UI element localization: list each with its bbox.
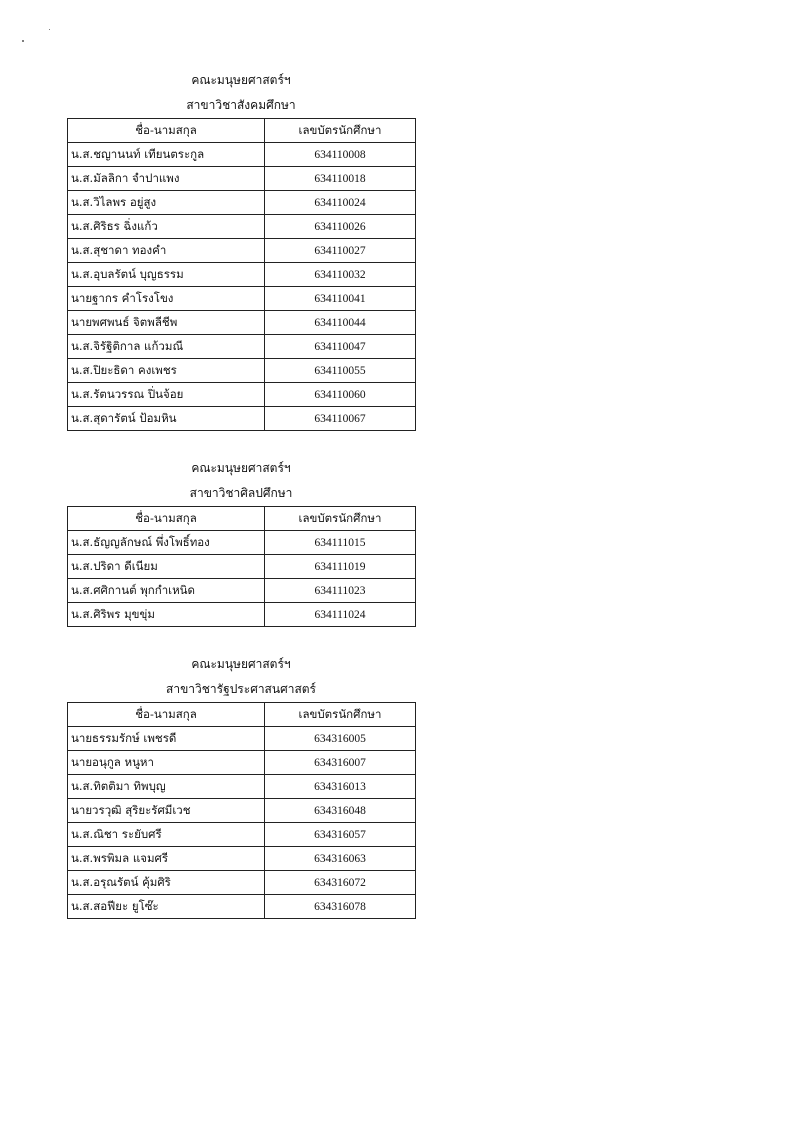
table-row xyxy=(68,239,416,263)
table-row xyxy=(68,871,416,895)
faculty-heading: คณะมนุษยศาสตร์ฯ xyxy=(191,461,291,475)
student-name-cell: น.ส.พรพิมล แจมศรี xyxy=(68,847,265,871)
student-table xyxy=(67,506,416,627)
table-row xyxy=(68,555,416,579)
table-row xyxy=(68,603,416,627)
student-name-cell: น.ส.รัตนวรรณ ปิ่นจ้อย xyxy=(68,383,265,407)
student-id-cell: 634316013 xyxy=(265,775,416,799)
student-name-cell: น.ส.ปริดา ดีเนียม xyxy=(68,555,265,579)
table-row xyxy=(68,775,416,799)
student-id-cell: 634316005 xyxy=(265,727,416,751)
table-row xyxy=(68,531,416,555)
column-header-name: ชื่อ-นามสกุล xyxy=(68,119,265,143)
student-id-cell: 634316048 xyxy=(265,799,416,823)
student-id-cell: 634316078 xyxy=(265,895,416,919)
student-name-cell: น.ส.สอฟียะ ยูโซ๊ะ xyxy=(68,895,265,919)
table-row xyxy=(68,579,416,603)
table-row xyxy=(68,751,416,775)
student-id-cell: 634110024 xyxy=(265,191,416,215)
table-row xyxy=(68,287,416,311)
student-id-cell: 634110047 xyxy=(265,335,416,359)
section-social-studies xyxy=(67,72,415,442)
student-name-cell: น.ส.ณิชา ระยับศรี xyxy=(68,823,265,847)
student-name-cell: นายวรวุฒิ สุริยะรัศมีเวช xyxy=(68,799,265,823)
student-name-cell: น.ส.สุดารัตน์ ป้อมหิน xyxy=(68,407,265,431)
student-id-cell: 634110060 xyxy=(265,383,416,407)
faculty-heading: คณะมนุษยศาสตร์ฯ xyxy=(191,657,291,671)
table-row xyxy=(68,143,416,167)
student-id-cell: 634110067 xyxy=(265,407,416,431)
student-id-cell: 634111023 xyxy=(265,579,416,603)
student-id-cell: 634110032 xyxy=(265,263,416,287)
student-name-cell: น.ส.ชญานนท์ เทียนตระกูล xyxy=(68,143,265,167)
table-row xyxy=(68,167,416,191)
student-id-cell: 634110018 xyxy=(265,167,416,191)
column-header-name: ชื่อ-นามสกุล xyxy=(68,507,265,531)
student-id-cell: 634110008 xyxy=(265,143,416,167)
student-name-cell: นายพศพนธ์ จิตพลีชีพ xyxy=(68,311,265,335)
student-id-cell: 634111024 xyxy=(265,603,416,627)
table-row xyxy=(68,407,416,431)
table-row xyxy=(68,263,416,287)
student-name-cell: นายธรรมรักษ์ เพชรดี xyxy=(68,727,265,751)
student-table xyxy=(67,702,416,919)
student-name-cell: น.ส.ธัญญลักษณ์ พึ่งโพธิ์ทอง xyxy=(68,531,265,555)
student-id-cell: 634316063 xyxy=(265,847,416,871)
program-heading: สาขาวิชาศิลปศึกษา xyxy=(189,486,293,500)
student-id-cell: 634111019 xyxy=(265,555,416,579)
table-row xyxy=(68,823,416,847)
student-name-cell: นายฐากร คำโรงโขง xyxy=(68,287,265,311)
table-row xyxy=(68,335,416,359)
student-id-cell: 634316007 xyxy=(265,751,416,775)
table-row xyxy=(68,215,416,239)
student-id-cell: 634316072 xyxy=(265,871,416,895)
student-name-cell: น.ส.อรุณรัตน์ คุ้มศิริ xyxy=(68,871,265,895)
table-row xyxy=(68,895,416,919)
scan-speck xyxy=(22,40,24,42)
student-table xyxy=(67,118,416,431)
student-name-cell: น.ส.จิรัฐิติกาล แก้วมณี xyxy=(68,335,265,359)
student-id-cell: 634110055 xyxy=(265,359,416,383)
program-heading: สาขาวิชารัฐประศาสนศาสตร์ xyxy=(166,682,316,696)
column-header-student-id: เลขบัตรนักศึกษา xyxy=(265,703,416,727)
scan-speck xyxy=(49,29,50,30)
column-header-student-id: เลขบัตรนักศึกษา xyxy=(265,507,416,531)
student-name-cell: น.ส.ศิริธร ฉิ่งแก้ว xyxy=(68,215,265,239)
table-row xyxy=(68,311,416,335)
student-id-cell: 634111015 xyxy=(265,531,416,555)
student-id-cell: 634110026 xyxy=(265,215,416,239)
student-name-cell: น.ส.ศศิกานต์ พุกกำเหนิด xyxy=(68,579,265,603)
student-id-cell: 634110027 xyxy=(265,239,416,263)
column-header-student-id: เลขบัตรนักศึกษา xyxy=(265,119,416,143)
table-header-row xyxy=(68,703,416,727)
student-name-cell: น.ส.ศิริพร มุขขุ่ม xyxy=(68,603,265,627)
student-id-cell: 634110041 xyxy=(265,287,416,311)
table-row xyxy=(68,383,416,407)
table-header-row xyxy=(68,119,416,143)
student-name-cell: นายอนุกูล หนูหา xyxy=(68,751,265,775)
student-name-cell: น.ส.ทิตติมา ทิพบุญ xyxy=(68,775,265,799)
student-id-cell: 634316057 xyxy=(265,823,416,847)
table-row xyxy=(68,359,416,383)
section-public-administration xyxy=(67,656,415,926)
student-id-cell: 634110044 xyxy=(265,311,416,335)
column-header-name: ชื่อ-นามสกุล xyxy=(68,703,265,727)
student-name-cell: น.ส.ปิยะธิดา คงเพชร xyxy=(68,359,265,383)
faculty-heading: คณะมนุษยศาสตร์ฯ xyxy=(191,73,291,87)
table-row xyxy=(68,727,416,751)
section-art-education xyxy=(67,460,415,635)
student-name-cell: น.ส.สุชาดา ทองคำ xyxy=(68,239,265,263)
student-name-cell: น.ส.วิไลพร อยู่สูง xyxy=(68,191,265,215)
student-name-cell: น.ส.อุบลรัตน์ บุญธรรม xyxy=(68,263,265,287)
student-name-cell: น.ส.มัลลิกา จำปาแพง xyxy=(68,167,265,191)
table-row xyxy=(68,799,416,823)
table-row xyxy=(68,191,416,215)
program-heading: สาขาวิชาสังคมศึกษา xyxy=(186,98,296,112)
table-header-row xyxy=(68,507,416,531)
table-row xyxy=(68,847,416,871)
